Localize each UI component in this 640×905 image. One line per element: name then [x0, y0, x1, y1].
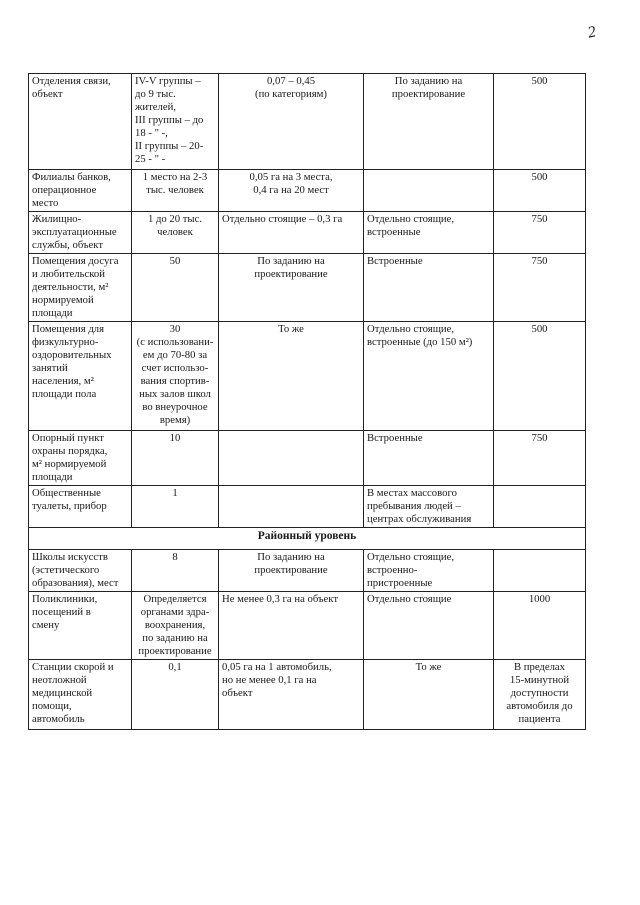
cell-radius: В пределах 15-минутной доступности автомобиля до пациента — [494, 660, 586, 730]
cell-placement: В местах массового пребывания людей – центрах обслуживания — [364, 486, 494, 528]
cell-name: Станции скорой и неотложной медицинской помощи, автомобиль — [29, 660, 132, 730]
cell-capacity: 1 — [132, 486, 219, 528]
cell-name: Поликлиники, посещений в смену — [29, 592, 132, 660]
cell-area: По заданию на проектирование — [219, 550, 364, 592]
cell-capacity: 1 до 20 тыс. человек — [132, 212, 219, 254]
cell-area: Не менее 0,3 га на объект — [219, 592, 364, 660]
cell-capacity: 30 (с использовани- ем до 70-80 за счет использо- вания спортив- ных залов школ во внеурочное время) — [132, 322, 219, 431]
cell-capacity: 0,1 — [132, 660, 219, 730]
table-row — [29, 592, 586, 660]
cell-placement: То же — [364, 660, 494, 730]
table-row — [29, 431, 586, 486]
section-row — [29, 528, 586, 550]
table-row — [29, 550, 586, 592]
cell-placement: Отдельно стоящие, встроенно- пристроенные — [364, 550, 494, 592]
cell-radius — [494, 486, 586, 528]
table-row — [29, 212, 586, 254]
table-row — [29, 170, 586, 212]
cell-capacity: 1 место на 2-3 тыс. человек — [132, 170, 219, 212]
cell-name: Отделения связи, объект — [29, 74, 132, 170]
table-row — [29, 486, 586, 528]
cell-placement: Встроенные — [364, 431, 494, 486]
cell-radius: 500 — [494, 74, 586, 170]
cell-radius: 750 — [494, 431, 586, 486]
cell-placement — [364, 170, 494, 212]
cell-placement: Встроенные — [364, 254, 494, 322]
cell-radius: 500 — [494, 170, 586, 212]
cell-name: Общественные туалеты, прибор — [29, 486, 132, 528]
table-row — [29, 254, 586, 322]
cell-capacity: 50 — [132, 254, 219, 322]
table-row — [29, 322, 586, 431]
cell-name: Опорный пункт охраны порядка, м² нормируемой площади — [29, 431, 132, 486]
cell-radius: 1000 — [494, 592, 586, 660]
cell-capacity: IV-V группы – до 9 тыс. жителей, III группы – до 18 - " -, II группы – 20- 25 - " - — [132, 74, 219, 170]
page-number: 2 — [586, 23, 598, 42]
cell-area: 0,05 га на 1 автомобиль, но не менее 0,1 га на объект — [219, 660, 364, 730]
cell-area: По заданию на проектирование — [219, 254, 364, 322]
cell-radius: 750 — [494, 254, 586, 322]
cell-area: 0,07 – 0,45 (по категориям) — [219, 74, 364, 170]
cell-capacity: Определяется органами здра- воохранения, по заданию на проектирование — [132, 592, 219, 660]
cell-radius: 750 — [494, 212, 586, 254]
norms-table — [28, 73, 586, 730]
cell-area — [219, 486, 364, 528]
table-row — [29, 74, 586, 170]
cell-capacity: 10 — [132, 431, 219, 486]
cell-radius: 500 — [494, 322, 586, 431]
cell-name: Жилищно- эксплуатационные службы, объект — [29, 212, 132, 254]
cell-area: Отдельно стоящие – 0,3 га — [219, 212, 364, 254]
cell-area: То же — [219, 322, 364, 431]
cell-area: 0,05 га на 3 места, 0,4 га на 20 мест — [219, 170, 364, 212]
cell-area — [219, 431, 364, 486]
cell-placement: Отдельно стоящие, встроенные — [364, 212, 494, 254]
table-row — [29, 660, 586, 730]
cell-name: Помещения для физкультурно- оздоровительных занятий населения, м² площади пола — [29, 322, 132, 431]
cell-name: Школы искусств (эстетического образования), мест — [29, 550, 132, 592]
cell-radius — [494, 550, 586, 592]
cell-placement: Отдельно стоящие, встроенные (до 150 м²) — [364, 322, 494, 431]
cell-placement: Отдельно стоящие — [364, 592, 494, 660]
section-title: Районный уровень — [29, 528, 586, 550]
cell-name: Помещения досуга и любительской деятельности, м² нормируемой площади — [29, 254, 132, 322]
cell-name: Филиалы банков, операционное место — [29, 170, 132, 212]
cell-placement: По заданию на проектирование — [364, 74, 494, 170]
cell-capacity: 8 — [132, 550, 219, 592]
